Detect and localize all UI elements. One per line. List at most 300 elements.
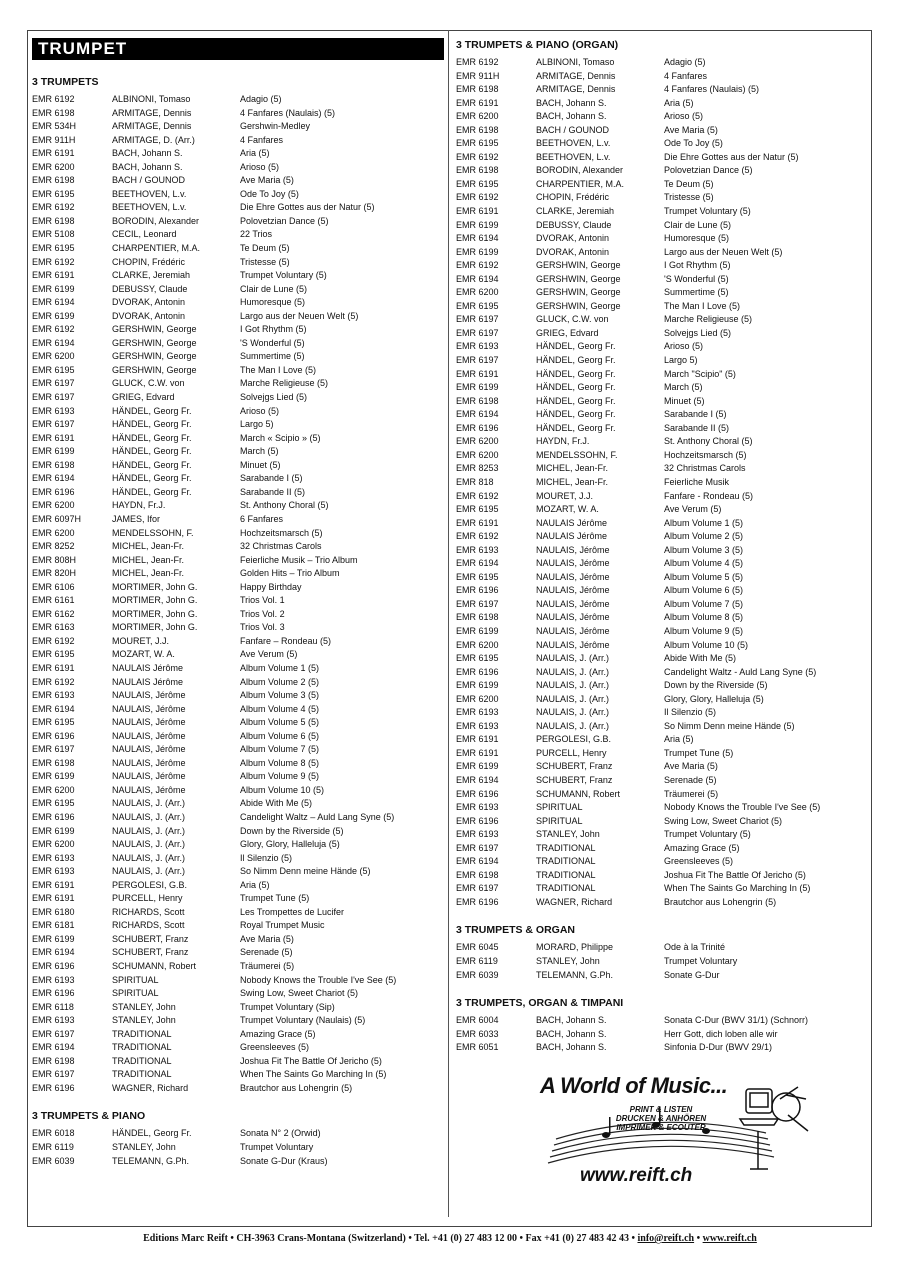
catalog-row xyxy=(456,733,868,747)
composer-name: GRIEG, Edvard xyxy=(536,327,599,338)
catalog-number: EMR 6196 xyxy=(456,788,499,799)
catalog-row xyxy=(456,232,868,246)
catalog-row xyxy=(456,869,868,883)
catalog-number: EMR 6200 xyxy=(32,161,75,172)
footer-email-link[interactable]: info@reift.ch xyxy=(637,1233,695,1244)
composer-name: BACH, Johann S. xyxy=(112,148,183,159)
composer-name: CLARKE, Jeremiah xyxy=(536,206,615,217)
catalog-number: EMR 6200 xyxy=(456,111,499,122)
catalog-number: EMR 6192 xyxy=(456,151,499,162)
composer-name: DVORAK, Antonin xyxy=(536,233,610,244)
catalog-row xyxy=(32,797,444,811)
footer xyxy=(0,1233,900,1244)
catalog-number: EMR 818 xyxy=(456,476,494,487)
catalog-row xyxy=(456,625,868,639)
catalog-number: EMR 6195 xyxy=(32,649,75,660)
work-title: Album Volume 3 (5) xyxy=(240,690,320,701)
catalog-row xyxy=(32,93,444,107)
composer-name: WAGNER, Richard xyxy=(112,1082,189,1093)
footer-web-link[interactable]: www.reift.ch xyxy=(702,1233,757,1244)
catalog-number: EMR 6198 xyxy=(32,215,75,226)
work-title: Il Silenzio (5) xyxy=(240,852,293,863)
catalog-row xyxy=(456,164,868,178)
catalog-number: EMR 6198 xyxy=(456,395,499,406)
catalog-row xyxy=(456,557,868,571)
composer-name: GERSHWIN, George xyxy=(536,287,621,298)
catalog-row xyxy=(32,906,444,920)
work-title: Candelight Waltz – Auld Lang Syne (5) xyxy=(240,811,395,822)
work-title: Sinfonia D-Dur (BWV 29/1) xyxy=(664,1042,773,1053)
work-title: Adagio (5) xyxy=(664,57,706,67)
catalog-row xyxy=(32,472,444,486)
composer-name: NAULAIS, J. (Arr.) xyxy=(536,680,610,691)
catalog-row xyxy=(456,219,868,233)
catalog-number: EMR 6194 xyxy=(32,703,75,714)
composer-name: SPIRITUAL xyxy=(536,815,583,826)
work-title: Album Volume 4 (5) xyxy=(240,703,320,714)
composer-name: NAULAIS, Jérôme xyxy=(536,639,610,650)
catalog-number: EMR 6162 xyxy=(32,608,75,619)
work-title: When The Saints Go Marching In (5) xyxy=(664,883,811,894)
catalog-row xyxy=(456,368,868,382)
work-title: Album Volume 1 (5) xyxy=(664,517,744,528)
work-title: Ave Verum (5) xyxy=(240,649,298,660)
catalog-number: EMR 6196 xyxy=(32,988,75,999)
work-title: Sonata C-Dur (BWV 31/1) (Schnorr) xyxy=(664,1015,809,1026)
catalog-row xyxy=(32,811,444,825)
composer-name: SCHUBERT, Franz xyxy=(536,761,613,772)
catalog-row xyxy=(32,608,444,622)
work-title: Trumpet Voluntary xyxy=(240,1142,314,1153)
catalog-row xyxy=(32,757,444,771)
catalog-number: EMR 6191 xyxy=(32,662,75,673)
composer-name: STANLEY, John xyxy=(112,1015,176,1026)
composer-name: GERSHWIN, George xyxy=(112,351,197,362)
catalog-number: EMR 6195 xyxy=(32,364,75,375)
composer-name: MENDELSSOHN, F. xyxy=(112,527,194,538)
catalog-number: EMR 6196 xyxy=(456,585,499,596)
composer-name: MORTIMER, John G. xyxy=(112,622,198,633)
left-column xyxy=(32,38,444,1168)
right-column xyxy=(456,38,868,1195)
composer-name: TRADITIONAL xyxy=(536,883,596,894)
catalog-row xyxy=(32,161,444,175)
catalog-number: EMR 6199 xyxy=(456,219,499,230)
catalog-number: EMR 6193 xyxy=(456,802,499,813)
work-title: Album Volume 2 (5) xyxy=(664,531,744,542)
work-title: So Nimm Denn meine Hände (5) xyxy=(240,866,371,877)
section-title: 3 TRUMPETS, ORGAN & TIMPANI xyxy=(456,997,624,1010)
catalog-row xyxy=(32,499,444,513)
catalog-row xyxy=(32,364,444,378)
catalog-number: EMR 808H xyxy=(32,554,77,565)
composer-name: NAULAIS, J. (Arr.) xyxy=(112,839,186,850)
composer-name: TRADITIONAL xyxy=(536,869,596,880)
catalog-number: EMR 6198 xyxy=(32,1055,75,1066)
catalog-row xyxy=(456,517,868,531)
catalog-row xyxy=(456,828,868,842)
catalog-number: EMR 6197 xyxy=(32,744,75,755)
catalog-number: EMR 6194 xyxy=(32,473,75,484)
work-title: Brautchor aus Lohengrin (5) xyxy=(664,896,777,907)
composer-name: CLARKE, Jeremiah xyxy=(112,270,191,281)
catalog-number: EMR 6200 xyxy=(456,449,499,460)
catalog-row xyxy=(32,120,444,134)
work-title: Aria (5) xyxy=(240,879,270,890)
work-title: Trios Vol. 3 xyxy=(240,622,285,633)
catalog-number: EMR 6200 xyxy=(32,784,75,795)
catalog-number: EMR 6199 xyxy=(32,310,75,321)
work-title: Feierliche Musik xyxy=(664,476,730,487)
section-gap xyxy=(32,1095,444,1109)
catalog-row xyxy=(32,188,444,202)
catalog-row xyxy=(456,679,868,693)
catalog-row xyxy=(456,83,868,97)
catalog-row xyxy=(32,960,444,974)
work-title: Joshua Fit The Battle Of Jericho (5) xyxy=(240,1055,382,1066)
catalog-row xyxy=(32,486,444,500)
composer-name: SPIRITUAL xyxy=(536,802,583,813)
work-title: Aria (5) xyxy=(240,148,270,159)
catalog-row xyxy=(32,228,444,242)
catalog-number: EMR 6194 xyxy=(456,233,499,244)
work-title: Album Volume 9 (5) xyxy=(240,771,320,782)
composer-name: BACH, Johann S. xyxy=(536,111,607,122)
work-title: Solvejgs Lied (5) xyxy=(240,392,308,403)
composer-name: GERSHWIN, George xyxy=(536,260,621,271)
composer-name: HÄNDEL, Georg Fr. xyxy=(112,486,192,497)
work-title: Amazing Grace (5) xyxy=(664,842,740,853)
catalog-row xyxy=(32,201,444,215)
catalog-row xyxy=(456,571,868,585)
catalog-row xyxy=(456,354,868,368)
work-title: 4 Fanfares (Naulais) (5) xyxy=(240,107,336,118)
catalog-row xyxy=(456,313,868,327)
section-title: 3 TRUMPETS & ORGAN xyxy=(456,924,576,937)
catalog-number: EMR 6192 xyxy=(32,94,75,104)
composer-name: GERSHWIN, George xyxy=(536,300,621,311)
catalog-number: EMR 6195 xyxy=(32,717,75,728)
work-title: St. Anthony Choral (5) xyxy=(664,436,753,447)
composer-name: NAULAIS, Jérôme xyxy=(536,558,610,569)
catalog-number: EMR 6200 xyxy=(32,527,75,538)
work-title: Arioso (5) xyxy=(664,111,704,122)
catalog-number: EMR 6163 xyxy=(32,622,75,633)
work-title: Album Volume 10 (5) xyxy=(240,784,325,795)
logo-sub-line: IMPRIMER & ECOUTER xyxy=(616,1122,706,1132)
composer-name: NAULAIS, Jérôme xyxy=(536,625,610,636)
composer-name: DEBUSSY, Claude xyxy=(112,283,188,294)
catalog-number: EMR 6196 xyxy=(32,961,75,971)
catalog-row xyxy=(32,296,444,310)
catalog-number: EMR 6161 xyxy=(32,595,75,606)
catalog-number: EMR 6197 xyxy=(32,419,75,430)
work-title: 6 Fanfares xyxy=(240,513,284,524)
catalog-row xyxy=(32,1068,444,1082)
work-title: Happy Birthday xyxy=(240,581,302,592)
catalog-number: EMR 6199 xyxy=(32,283,75,294)
composer-name: GERSHWIN, George xyxy=(112,337,197,348)
composer-name: BORODIN, Alexander xyxy=(112,215,200,226)
work-title: Sarabande II (5) xyxy=(664,422,730,433)
catalog-row xyxy=(32,594,444,608)
work-title: 'S Wonderful (5) xyxy=(664,273,729,284)
work-title: Tristesse (5) xyxy=(240,256,290,267)
catalog-number: EMR 6039 xyxy=(32,1155,75,1166)
work-title: Te Deum (5) xyxy=(240,243,290,254)
catalog-number: EMR 6199 xyxy=(32,771,75,782)
composer-name: SPIRITUAL xyxy=(112,974,159,985)
catalog-row xyxy=(32,283,444,297)
catalog-number: EMR 6198 xyxy=(32,459,75,470)
composer-name: CHOPIN, Frédéric xyxy=(112,256,186,267)
work-title: Swing Low, Sweet Chariot (5) xyxy=(664,815,783,826)
catalog-row xyxy=(32,134,444,148)
work-title: Trumpet Tune (5) xyxy=(240,893,310,904)
catalog-row xyxy=(32,852,444,866)
work-title: Trumpet Voluntary (Sip) xyxy=(240,1001,335,1012)
work-title: Album Volume 7 (5) xyxy=(664,598,744,609)
catalog-number: EMR 6191 xyxy=(32,879,75,890)
catalog-row xyxy=(456,205,868,219)
composer-name: SCHUBERT, Franz xyxy=(112,933,189,944)
catalog-row xyxy=(32,1014,444,1028)
work-title: 4 Fanfares xyxy=(664,70,708,81)
work-title: Greensleeves (5) xyxy=(240,1042,310,1053)
catalog-number: EMR 6200 xyxy=(32,500,75,511)
composer-name: ARMITAGE, D. (Arr.) xyxy=(112,134,195,145)
composer-name: HÄNDEL, Georg Fr. xyxy=(536,368,616,379)
composer-name: SCHUMANN, Robert xyxy=(536,788,621,799)
catalog-row xyxy=(456,124,868,138)
composer-name: NAULAIS, Jérôme xyxy=(536,585,610,596)
catalog-row xyxy=(456,97,868,111)
composer-name: CHOPIN, Frédéric xyxy=(536,192,610,203)
work-title: 4 Fanfares (Naulais) (5) xyxy=(664,84,760,95)
work-title: Minuet (5) xyxy=(240,459,281,470)
catalog-number: EMR 6197 xyxy=(456,327,499,338)
catalog-number: EMR 8253 xyxy=(456,463,499,474)
catalog-number: EMR 6194 xyxy=(456,409,499,420)
composer-name: NAULAIS, J. (Arr.) xyxy=(112,798,186,809)
catalog-row xyxy=(456,286,868,300)
composer-name: ARMITAGE, Dennis xyxy=(112,107,192,118)
composer-name: BACH, Johann S. xyxy=(536,97,607,108)
composer-name: BACH, Johann S. xyxy=(536,1015,607,1026)
composer-name: NAULAIS, J. (Arr.) xyxy=(112,825,186,836)
work-title: Ode à la Trinité xyxy=(664,942,726,953)
work-title: 4 Fanfares xyxy=(240,134,284,145)
composer-name: STANLEY, John xyxy=(536,829,600,840)
work-title: Polovetzian Dance (5) xyxy=(664,165,753,176)
composer-name: MORARD, Philippe xyxy=(536,942,614,953)
composer-name: NAULAIS, Jérôme xyxy=(112,744,186,755)
composer-name: TRADITIONAL xyxy=(536,842,596,853)
catalog-number: EMR 911H xyxy=(456,70,500,81)
work-title: Minuet (5) xyxy=(664,395,705,406)
work-title: Summertime (5) xyxy=(664,287,729,298)
catalog-row xyxy=(32,513,444,527)
catalog-row xyxy=(32,1041,444,1055)
work-title: Marche Religieuse (5) xyxy=(240,378,329,389)
section-title: 3 TRUMPETS xyxy=(32,76,99,88)
catalog-row xyxy=(32,838,444,852)
composer-name: HÄNDEL, Georg Fr. xyxy=(112,459,192,470)
catalog-row xyxy=(32,567,444,581)
catalog-row xyxy=(456,652,868,666)
catalog-number: EMR 6193 xyxy=(32,866,75,877)
catalog-number: EMR 6193 xyxy=(456,829,499,840)
composer-name: GLUCK, C.W. von xyxy=(536,314,609,325)
catalog-number: EMR 6198 xyxy=(32,175,75,186)
catalog-number: EMR 8252 xyxy=(32,541,75,552)
composer-name: MENDELSSOHN, F. xyxy=(536,449,618,460)
catalog-number: EMR 6199 xyxy=(32,446,75,457)
catalog-number: EMR 6051 xyxy=(456,1042,499,1053)
catalog-number: EMR 6194 xyxy=(32,337,75,348)
catalog-number: EMR 6191 xyxy=(456,734,499,745)
work-title: Sonata N° 2 (Orwid) xyxy=(240,1128,321,1139)
catalog-row xyxy=(32,621,444,635)
work-title: Nobody Knows the Trouble I've See (5) xyxy=(240,974,397,985)
logo-subtitle xyxy=(596,1105,726,1132)
catalog-row xyxy=(456,611,868,625)
work-title: March (5) xyxy=(240,446,279,457)
composer-name: NAULAIS, Jérôme xyxy=(112,730,186,741)
work-title: 'S Wonderful (5) xyxy=(240,337,305,348)
brand-banner: TRUMPET xyxy=(32,38,444,60)
catalog-row xyxy=(32,269,444,283)
composer-name: NAULAIS, Jérôme xyxy=(536,598,610,609)
work-title: The Man I Love (5) xyxy=(664,300,741,311)
catalog-row xyxy=(32,919,444,933)
catalog-row xyxy=(456,747,868,761)
composer-name: SCHUMANN, Robert xyxy=(112,961,197,971)
catalog-number: EMR 6200 xyxy=(32,839,75,850)
work-title: Arioso (5) xyxy=(664,341,704,352)
work-title: St. Anthony Choral (5) xyxy=(240,500,329,511)
catalog-row xyxy=(456,969,868,983)
composer-name: MOZART, W. A. xyxy=(536,504,599,515)
composer-name: MORTIMER, John G. xyxy=(112,581,198,592)
composer-name: GERSHWIN, George xyxy=(112,364,197,375)
work-title: March « Scipio » (5) xyxy=(240,432,321,443)
catalog-row xyxy=(456,801,868,815)
composer-name: MICHEL, Jean-Fr. xyxy=(112,568,185,579)
composer-name: BEETHOVEN, L.v. xyxy=(112,188,187,199)
composer-name: TRADITIONAL xyxy=(112,1042,172,1053)
work-title: Serenade (5) xyxy=(664,774,717,785)
work-title: Album Volume 3 (5) xyxy=(664,544,744,555)
catalog-row xyxy=(32,784,444,798)
catalog-number: EMR 6196 xyxy=(32,486,75,497)
catalog-number: EMR 6199 xyxy=(456,680,499,691)
work-title: Album Volume 2 (5) xyxy=(240,676,320,687)
composer-name: GLUCK, C.W. von xyxy=(112,378,185,389)
composer-name: GERSHWIN, George xyxy=(536,273,621,284)
catalog-row xyxy=(32,1082,444,1096)
catalog-number: EMR 6194 xyxy=(456,774,499,785)
catalog-number: EMR 6193 xyxy=(32,690,75,701)
catalog-number: EMR 6195 xyxy=(456,653,499,664)
catalog-row xyxy=(32,323,444,337)
work-title: Trios Vol. 2 xyxy=(240,608,285,619)
composer-name: HÄNDEL, Georg Fr. xyxy=(112,1128,192,1139)
catalog-number: EMR 6193 xyxy=(32,1015,75,1026)
catalog-number: EMR 6193 xyxy=(456,707,499,718)
work-title: Glory, Glory, Halleluja (5) xyxy=(240,839,340,850)
composer-name: MOZART, W. A. xyxy=(112,649,175,660)
composer-name: ARMITAGE, Dennis xyxy=(112,121,192,132)
composer-name: BEETHOVEN, L.v. xyxy=(112,202,187,213)
composer-name: NAULAIS Jérôme xyxy=(536,531,608,542)
catalog-row xyxy=(456,56,868,70)
work-title: Album Volume 4 (5) xyxy=(664,558,744,569)
work-title: Träumerei (5) xyxy=(240,961,295,971)
catalog-number: EMR 6191 xyxy=(32,432,75,443)
catalog-number: EMR 6192 xyxy=(32,676,75,687)
catalog-number: EMR 6195 xyxy=(456,178,499,189)
catalog-number: EMR 6191 xyxy=(456,368,499,379)
catalog-row xyxy=(456,395,868,409)
composer-name: NAULAIS Jérôme xyxy=(536,517,608,528)
catalog-row xyxy=(32,635,444,649)
composer-name: NAULAIS Jérôme xyxy=(112,662,184,673)
catalog-number: EMR 6196 xyxy=(456,815,499,826)
work-title: Ave Verum (5) xyxy=(664,504,722,515)
composer-name: CECIL, Leonard xyxy=(112,229,177,240)
catalog-row xyxy=(456,774,868,788)
catalog-number: EMR 6197 xyxy=(456,355,499,366)
catalog-number: EMR 6199 xyxy=(456,761,499,772)
catalog-number: EMR 6193 xyxy=(32,974,75,985)
work-title: Trumpet Voluntary xyxy=(664,956,738,966)
catalog-number: EMR 911H xyxy=(32,134,76,145)
catalog-row xyxy=(32,1055,444,1069)
catalog-number: EMR 6200 xyxy=(456,436,499,447)
composer-name: DVORAK, Antonin xyxy=(536,246,610,257)
catalog-number: EMR 6196 xyxy=(456,422,499,433)
catalog-row xyxy=(32,1155,444,1169)
catalog-number: EMR 6199 xyxy=(456,382,499,393)
catalog-row xyxy=(32,242,444,256)
catalog-row xyxy=(32,1127,444,1141)
composer-name: NAULAIS, J. (Arr.) xyxy=(536,653,610,664)
right-sections xyxy=(456,38,868,1055)
catalog-number: EMR 6200 xyxy=(456,693,499,704)
catalog-row xyxy=(456,449,868,463)
catalog-number: EMR 6191 xyxy=(32,893,75,904)
work-title: Fanfare - Rondeau (5) xyxy=(664,490,754,501)
catalog-row xyxy=(456,300,868,314)
work-title: Abide With Me (5) xyxy=(240,798,313,809)
catalog-number: EMR 6194 xyxy=(456,558,499,569)
catalog-row xyxy=(32,377,444,391)
catalog-number: EMR 6199 xyxy=(32,933,75,944)
catalog-number: EMR 6198 xyxy=(32,107,75,118)
catalog-number: EMR 6197 xyxy=(456,314,499,325)
catalog-number: EMR 6193 xyxy=(32,852,75,863)
work-title: Largo aus der Neuen Welt (5) xyxy=(240,310,359,321)
work-title: Adagio (5) xyxy=(240,94,282,104)
composer-name: NAULAIS, Jérôme xyxy=(112,703,186,714)
catalog-row xyxy=(456,340,868,354)
composer-name: BACH / GOUNOD xyxy=(112,175,186,186)
work-title: Hochzeitsmarsch (5) xyxy=(664,449,747,460)
work-title: Album Volume 1 (5) xyxy=(240,662,320,673)
work-title: I Got Rhythm (5) xyxy=(664,260,731,271)
composer-name: NAULAIS, Jérôme xyxy=(112,771,186,782)
